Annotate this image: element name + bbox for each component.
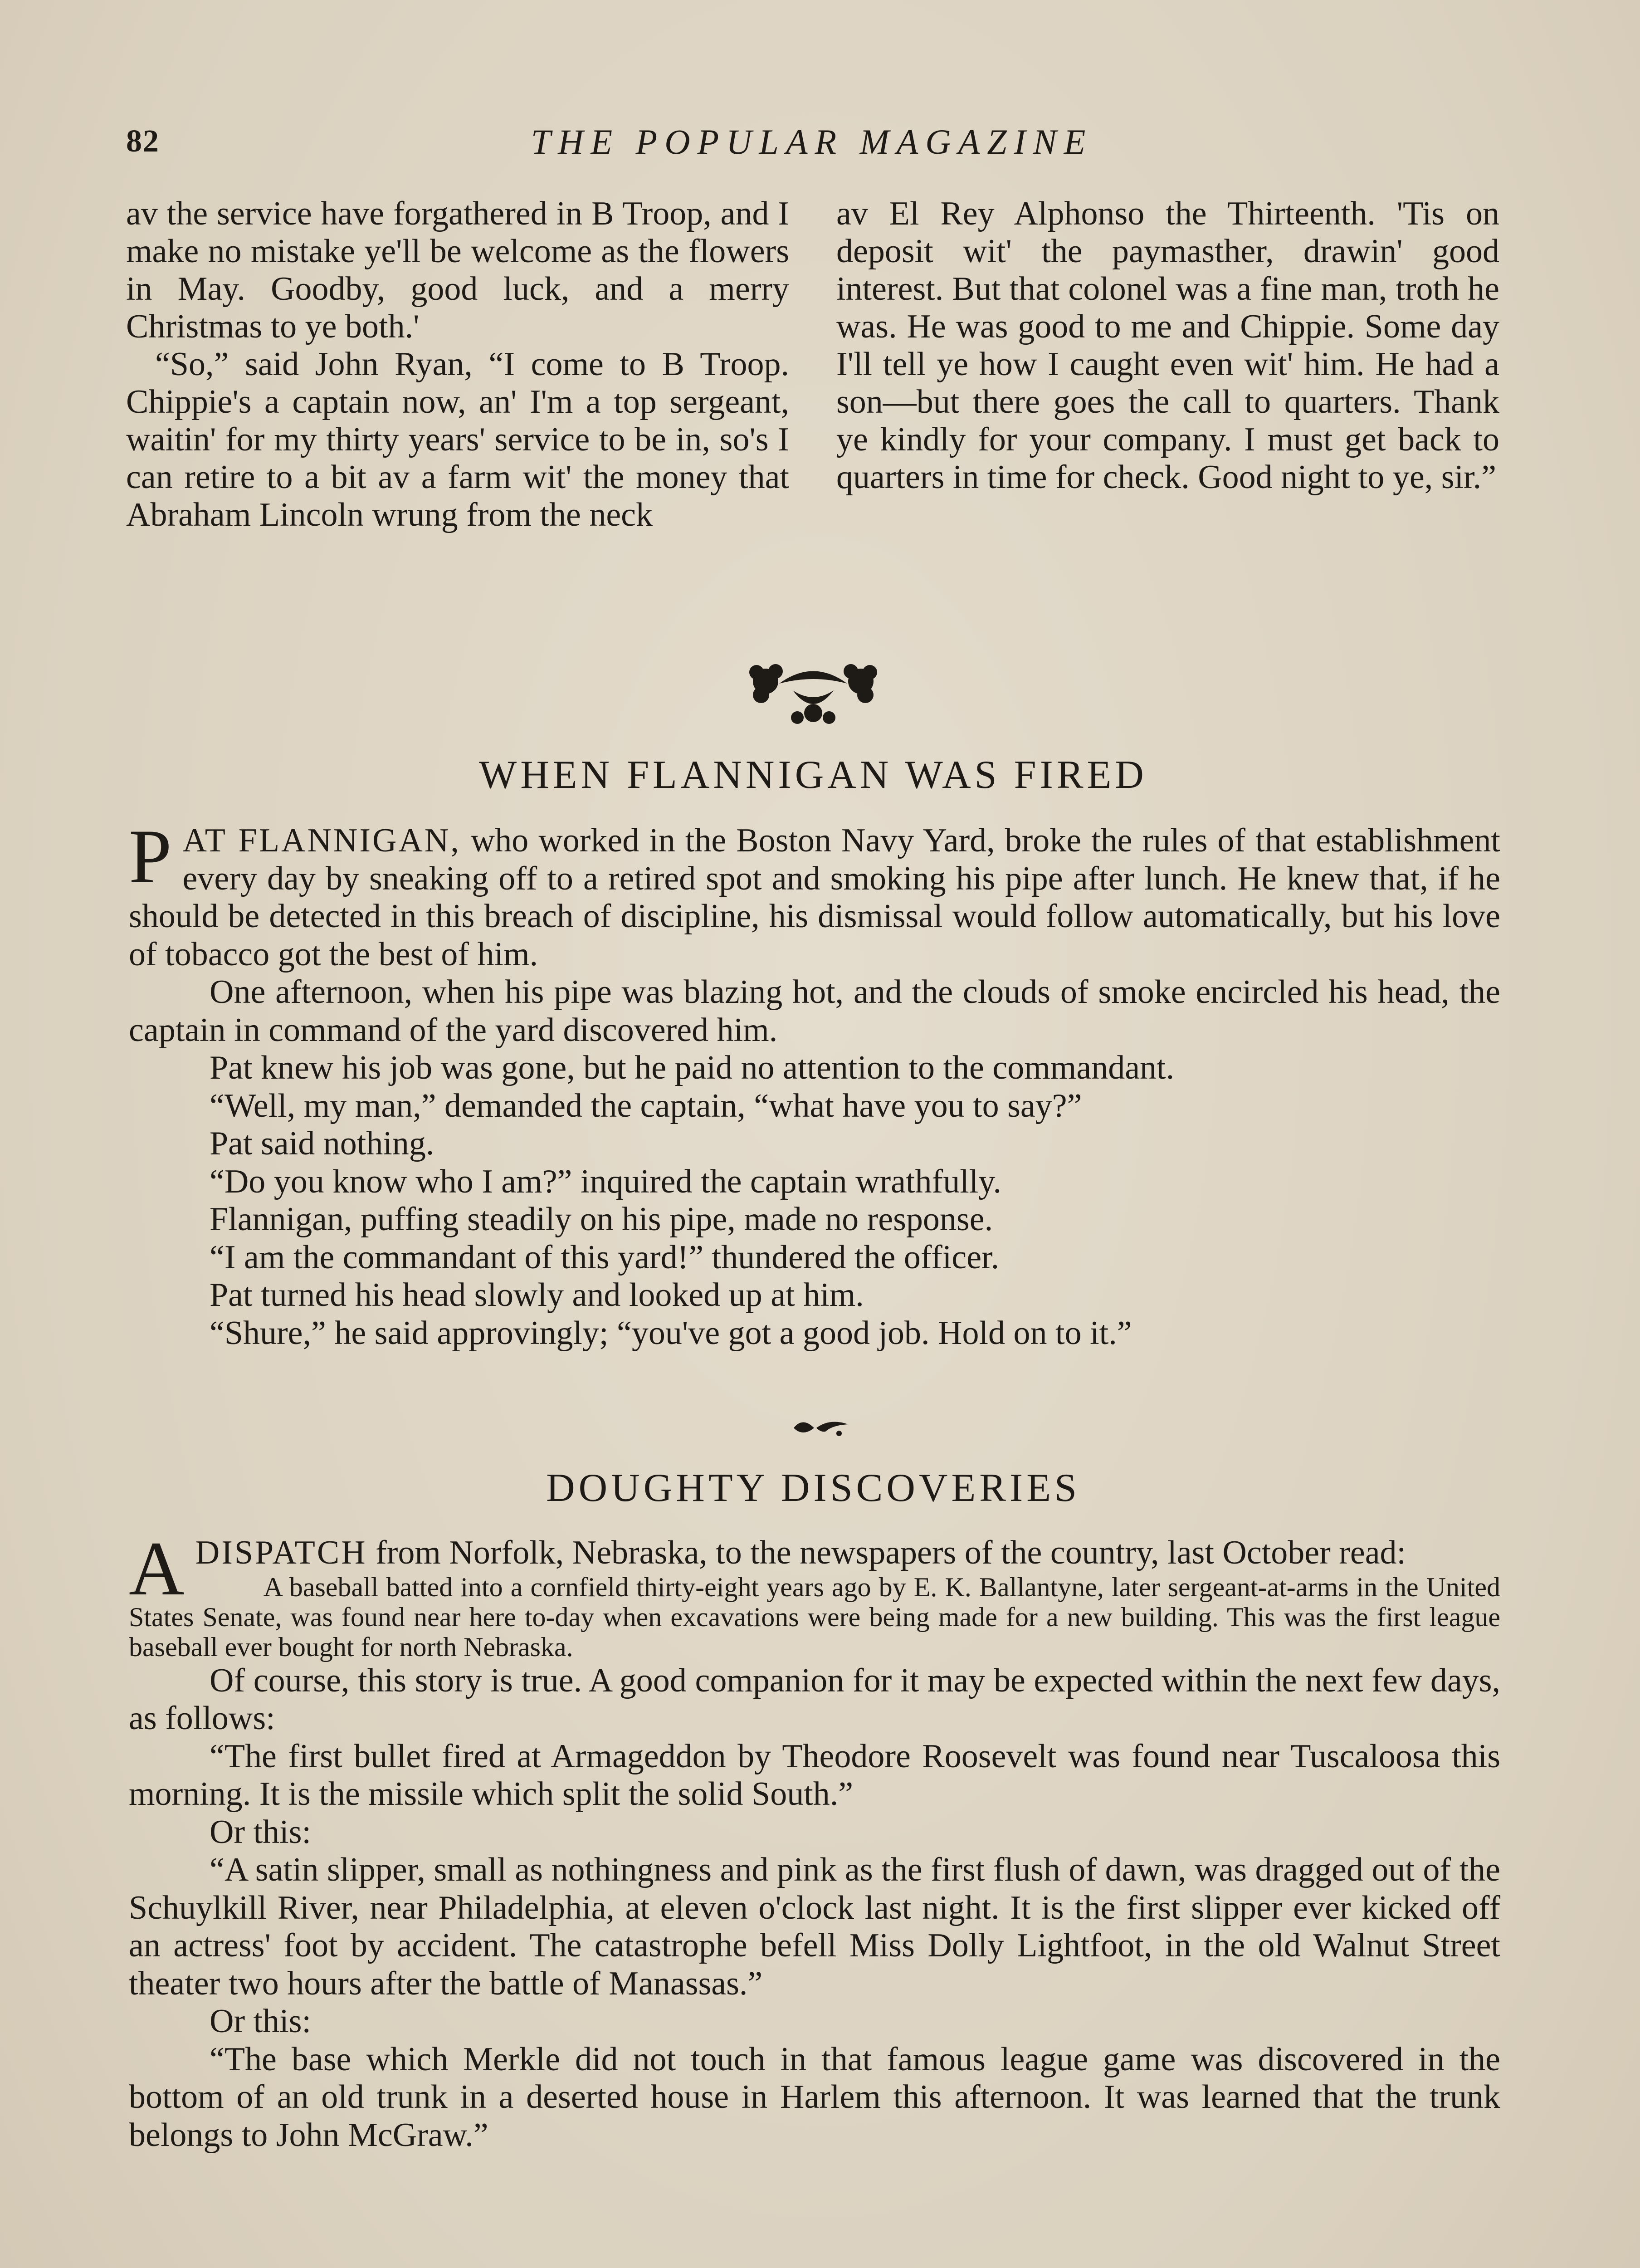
quoted-dispatch-text: A baseball batted into a cornfield thirty-eight years ago by E. K. Ballantyne, later sergeant-at-arms in the United States Senate, was found near here to-day when excavations were being made for a new building. This was the first league baseball ever bought for north Nebraska. bbox=[129, 1572, 1500, 1662]
section-title-discoveries: DOUGHTY DISCOVERIES bbox=[546, 1466, 1080, 1510]
opening-caps: DISPATCH bbox=[195, 1534, 367, 1571]
drop-cap-letter: A bbox=[129, 1526, 185, 1611]
right-column bbox=[836, 195, 1499, 496]
opening-caps: AT FLANNIGAN, bbox=[182, 822, 461, 859]
drop-cap-letter: P bbox=[129, 814, 172, 899]
paragraph: “Shure,” he said approvingly; “you've got a good job. Hold on to it.” bbox=[210, 1314, 1132, 1352]
quoted-dispatch bbox=[129, 1572, 1500, 1662]
paragraph: Or this: bbox=[210, 2003, 312, 2040]
left-paragraph-2: “So,” said John Ryan, “I come to B Troop. Chippie's a captain now, an' I'm a top sergeant, waitin' for my thirty years' service to be in, so's I can retire to a bit av a farm wit' the money that Abraham Lincoln wrung from the neck bbox=[126, 346, 789, 533]
paragraph: Or this: bbox=[210, 1813, 312, 1851]
left-column bbox=[126, 195, 789, 534]
opening-paragraph bbox=[129, 814, 1500, 973]
section-body-flannigan bbox=[129, 814, 1500, 1352]
small-ornament-icon bbox=[789, 1414, 853, 1442]
paragraph: “Well, my man,” demanded the captain, “what have you to say?” bbox=[210, 1087, 1082, 1124]
paragraph: Pat knew his job was gone, but he paid no attention to the commandant. bbox=[210, 1049, 1175, 1086]
section-title-flannigan: WHEN FLANNIGAN WAS FIRED bbox=[479, 753, 1147, 797]
paragraph: “A satin slipper, small as nothingness and pink as the first flush of dawn, was dragged out of the Schuylkill River, near Philadelphia, at eleven o'clock last night. It is the first slipper ever kicked off an actress' foot by accident. The catastrophe befell Miss Dolly Lightfoot, in the old Walnut Street theater two hours after the battle of Manassas.” bbox=[129, 1851, 1500, 2002]
right-paragraph-1: av El Rey Alphonso the Thirteenth. 'Tis on deposit wit' the paymasther, drawin' good interest. But that colonel was a fine man, troth he was. He was good to me and Chippie. Some day I'll tell ye how I caught even wit' him. He had a son—but there goes the call to quarters. Thank ye kindly for your company. I must get back to quarters in time for check. Good night to ye, sir.” bbox=[836, 195, 1499, 496]
paragraph: Flannigan, puffing steadily on his pipe, made no response. bbox=[210, 1201, 993, 1238]
page-header bbox=[122, 119, 1501, 169]
paragraph: “I am the commandant of this yard!” thundered the officer. bbox=[210, 1238, 1000, 1276]
paragraph: “Do you know who I am?” inquired the captain wrathfully. bbox=[210, 1163, 1002, 1200]
paragraph: “The first bullet fired at Armageddon by Theodore Roosevelt was found near Tuscaloosa this morning. It is the missile which split the solid South.” bbox=[129, 1737, 1500, 1813]
magazine-title: THE POPULAR MAGAZINE bbox=[531, 122, 1093, 161]
page-number: 82 bbox=[126, 124, 160, 159]
paragraph: One afternoon, when his pipe was blazing hot, and the clouds of smoke encircled his head, the captain in command of the yard discovered him. bbox=[129, 973, 1500, 1049]
floral-ornament-icon bbox=[743, 650, 883, 731]
left-paragraph-1: av the service have forgathered in B Troop, and I make no mistake ye'll be welcome as the flowers in May. Goodby, good luck, and a merry Christmas to ye both.' bbox=[126, 195, 789, 345]
paragraph: Pat turned his head slowly and looked up at him. bbox=[210, 1276, 864, 1314]
story-end-columns bbox=[126, 195, 1500, 621]
paragraph: “The base which Merkle did not touch in that famous league game was discovered in the bottom of an old trunk in a deserted house in Harlem this afternoon. It was learned that the trunk belongs to John McGraw.” bbox=[129, 2040, 1500, 2154]
section-body-discoveries bbox=[129, 1526, 1500, 2154]
paragraph: Pat said nothing. bbox=[210, 1125, 434, 1162]
opening-paragraph bbox=[129, 1526, 1500, 1611]
opening-text: who worked in the Boston Navy Yard, broke the rules of that establishment every day by sneaking off to a retired spot and smoking his pipe after lunch. He knew that, if he should be detected in this breach of discipline, his dismissal would follow automatically, but his love of tobacco got the best of him. bbox=[129, 822, 1500, 973]
opening-text: from Norfolk, Nebraska, to the newspapers of the country, last October read: bbox=[367, 1534, 1406, 1571]
paragraph: Of course, this story is true. A good companion for it may be expected within the next few days, as follows: bbox=[129, 1662, 1500, 1737]
